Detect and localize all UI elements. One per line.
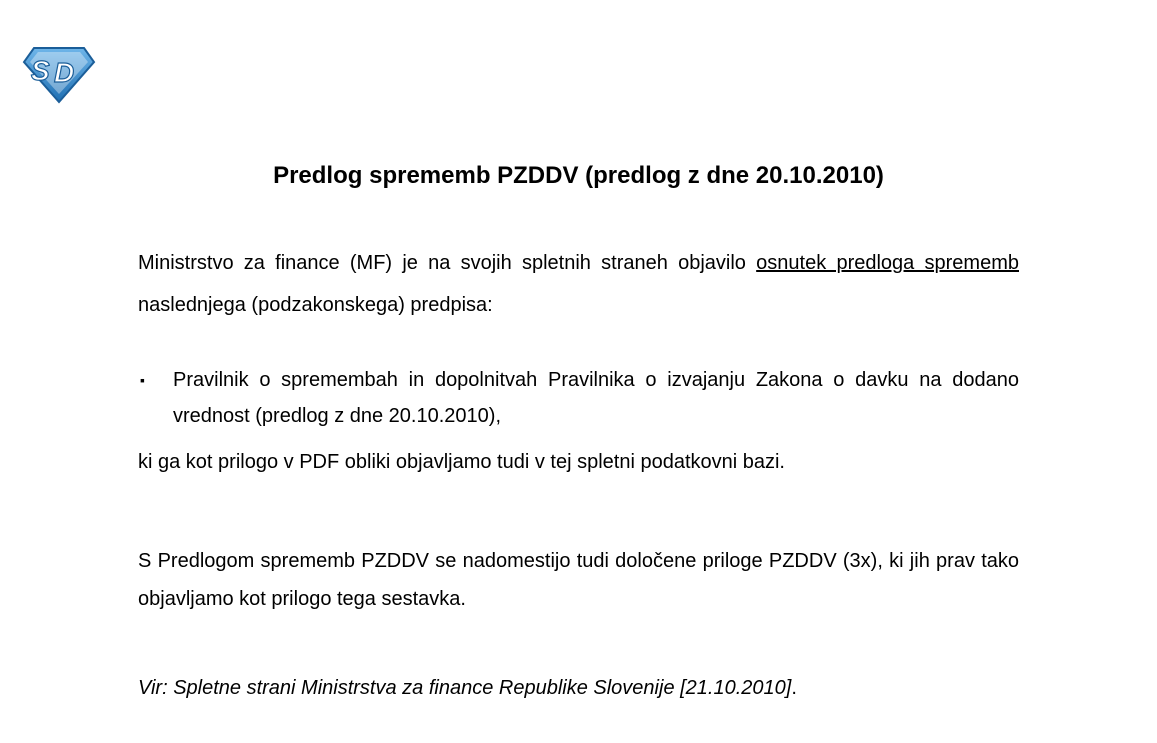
source-citation: [138, 672, 1019, 704]
sd-logo-icon: [22, 46, 96, 104]
document-title: Predlog sprememb PZDDV (predlog z dne 20.10.2010): [273, 162, 884, 189]
draft-proposal-link[interactable]: osnutek predloga sprememb: [756, 252, 1019, 274]
list-item-text: Pravilnik o spremembah in dopolnitvah Pravilnika o izvajanju Zakona o davku na dodano vrednost (predlog z dne 20.10.2010),: [173, 369, 1019, 427]
intro-text-before-link: Ministrstvo za finance (MF) je na svojih spletnih straneh objavilo: [138, 252, 757, 274]
paragraph-attachments: S Predlogom sprememb PZDDV se nadomestijo tudi določene priloge PZDDV (3x), ki jih prav tako objavljamo kot prilogo tega sestavka.: [138, 550, 1019, 610]
intro-paragraph: [138, 242, 1019, 326]
after-list-text: ki ga kot prilogo v PDF obliki objavljamo tudi v tej spletni podatkovni bazi.: [138, 451, 785, 473]
source-trailing-period: .: [791, 677, 797, 699]
source-text: Vir: Spletne strani Ministrstva za finance Republike Slovenije [21.10.2010]: [138, 677, 792, 699]
intro-text-after-link: naslednjega (podzakonskega) predpisa:: [138, 294, 493, 316]
svg-text:D: D: [54, 57, 75, 88]
bullet-square-icon: ▪: [140, 372, 145, 388]
list-item: [138, 362, 1019, 434]
svg-text:S: S: [31, 55, 50, 86]
